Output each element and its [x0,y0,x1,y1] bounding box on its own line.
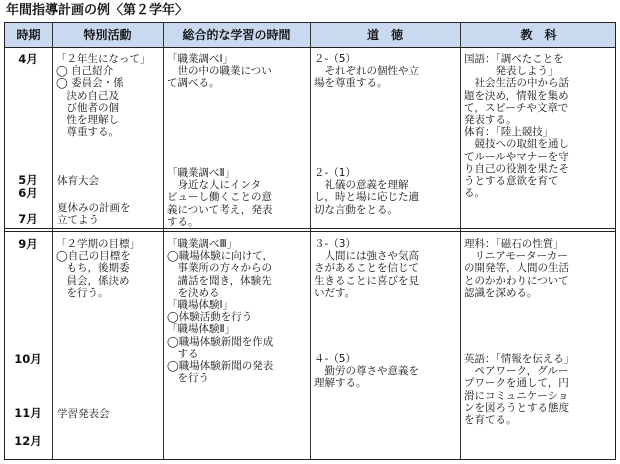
month-november: 11月 [14,406,42,420]
text-line: 国語：「調べたことを [464,53,564,65]
text-line: 理解する。 [314,377,367,390]
header-special-activities: 特別活動 [52,23,163,48]
text-line: ンを図ろうとする態度 [464,401,569,414]
text-line: 「職業調べⅡ」 [167,167,236,179]
text-line: 切な言動をとる。 [314,203,398,216]
text-line: ◯ 自己紹介 [56,65,114,78]
text-line: 認識を深める。 [464,286,538,299]
text-line: を決める [167,286,220,299]
month-april: 4月 [18,52,38,66]
header-month: 時期 [5,23,52,48]
text-line: 事業所の方々からの [167,262,272,275]
text-line: さがあることを信じて [314,262,419,275]
text-line: 世の中の職業につい [167,65,272,78]
text-line: 性を理解し [56,114,119,127]
text-line: て調べる。 [167,77,220,90]
text-line: ◯職場体験新聞の発表 [167,360,274,373]
text-line: とのかかわりについて [464,274,569,287]
text-line: 「職場体験Ⅱ」 [167,323,236,336]
text-line: ３-（3） [314,238,356,250]
text-line: 競技への取組を通し [464,138,569,151]
text-line: うとする意欲を育て [464,175,559,188]
event-learning-presentation: 学習発表会 [57,408,110,420]
text-line: プワークを通して，円 [464,377,569,390]
term2-moral-a [314,238,459,299]
term-divider [5,231,615,232]
event-summer-plan-line: 夏休みの計画を [57,202,131,214]
text-line: び他者の個 [56,101,119,114]
text-line: 理科：「磁石の性質」 [464,238,564,250]
text-line: 英語：「情報を伝える」 [464,353,575,365]
text-line: し，時と場に応じた適 [314,191,419,204]
term2-integrated [167,238,309,384]
text-line: 滑にコミュニケーショ [464,389,569,402]
text-line: ◯体験活動を行う [167,311,253,324]
text-line: ◯職場体験新聞を作成 [167,335,274,348]
text-line: 「職業調べⅢ」 [167,238,238,250]
page-title: 年間指導計画の例〈第２学年〉 [6,3,189,18]
term1-integrated-b [167,167,309,228]
text-line: もち，後期委 [56,262,130,275]
text-line: 発表する。 [464,114,517,127]
term2-moral-b [314,353,459,390]
text-line: ペアワーク，グルー [464,365,569,378]
text-line: を行う。 [56,286,109,299]
column-divider [163,23,164,459]
event-sports-festival: 体育大会 [57,175,99,187]
text-line: それぞれの個性や立 [314,65,419,78]
text-line: 発表しよう」 [464,65,559,78]
text-line: 員会，係決め [56,274,130,287]
text-line: り自己の役割を果たそ [464,162,569,175]
header-moral-education: 道 徳 [310,23,460,48]
text-line: ４-（5） [314,353,356,365]
event-summer-plan-line: 立てよう [57,214,99,226]
text-line: ２-（1） [314,167,356,179]
month-may: 5月 [18,173,38,187]
text-line: ◯ 委員会・係 [56,77,124,90]
term1-moral-a [314,53,459,90]
column-divider [460,23,461,459]
text-line: を育てる。 [464,414,517,427]
term2-subjects-english [464,353,616,426]
text-line: を行う [167,372,209,385]
term2-subjects-science [464,238,616,299]
term1-moral-b [314,167,459,216]
text-line: ２-（5） [314,53,356,65]
text-line: ◯職場体験に向けて， [167,250,274,263]
text-line: て，スピーチや文章で [464,101,569,114]
header-integrated-study: 総合的な学習の時間 [163,23,310,48]
header-subjects: 教 科 [460,23,616,48]
text-line: 義について考え，発表 [167,203,273,216]
term-divider [5,228,615,229]
column-divider [52,23,53,459]
text-line: 身近な人にインタ [167,179,262,192]
text-line: 決め自己及 [56,89,119,102]
text-line: 場を尊重する。 [314,77,388,90]
text-line: いだす。 [314,286,356,299]
text-line: る。 [464,187,485,200]
text-line: ◯自己の目標を [56,250,131,263]
text-line: 礼儀の意義を理解 [314,179,409,192]
term2-special-activities [56,238,161,299]
term1-subjects [464,53,616,199]
month-october: 10月 [14,352,42,366]
text-line: てルールやマナーを守 [464,150,569,163]
text-line: 人間には強さや気高 [314,250,419,263]
text-line: 「２学期の目標」 [56,238,140,250]
text-line: 講話を聞き，体験先 [167,274,272,287]
term1-special-activities [56,53,161,138]
annual-plan-table [4,22,616,460]
column-divider [310,23,311,459]
text-line: する。 [167,215,199,228]
text-line: の開発等，人間の生活 [464,262,569,275]
text-line: する [167,347,199,360]
text-line: 生きることに喜びを見 [314,274,419,287]
text-line: ビューし働くことの意 [167,191,272,204]
month-july: 7月 [18,212,38,226]
text-line: 体育：「陸上競技」 [464,126,554,139]
month-september: 9月 [18,237,38,251]
text-line: 社会生活の中から話 [464,77,569,90]
text-line: 「職場体験Ⅰ」 [167,299,234,312]
text-line: 勤労の尊さや意義を [314,365,419,378]
term1-integrated-a [167,53,309,90]
text-line: 尊重する。 [56,126,119,139]
month-december: 12月 [14,434,42,448]
month-june: 6月 [18,186,38,200]
text-line: 題を決め，情報を集め [464,89,569,102]
text-line: 「２年生になって」 [56,53,151,65]
text-line: 「職業調べⅠ」 [167,53,234,65]
text-line: リニアモーターカー [464,250,568,263]
